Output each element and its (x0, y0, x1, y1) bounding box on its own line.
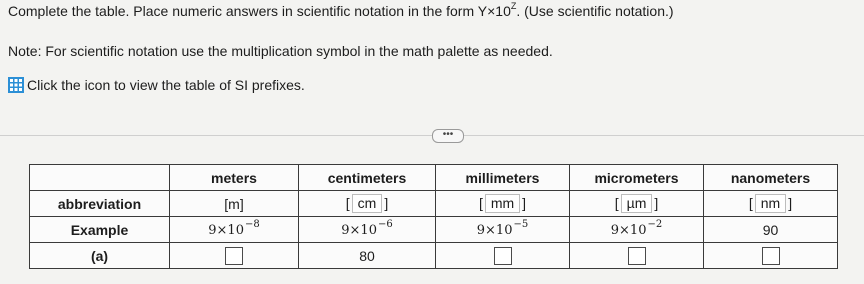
example-meters: $9\times 10^{-8}$ (170, 217, 299, 243)
table-header-row (30, 165, 838, 191)
instruction-line-1 (8, 3, 674, 19)
answer-a-nanometers-input[interactable] (762, 247, 780, 265)
answer-a-millimeters-input[interactable] (494, 247, 512, 265)
example-nanometers: 90 (704, 217, 838, 243)
example-centimeters: $9\times 10^{-6}$ (299, 217, 436, 243)
instruction-text: Complete the table. Place numeric answers in scientific notation in the form (8, 3, 478, 19)
header-meters: meters (170, 165, 299, 191)
abbr-micrometers: µm (621, 194, 653, 213)
table-row-example (30, 217, 838, 243)
answer-a-micrometers-input[interactable] (628, 247, 646, 265)
answer-a-millimeters-cell (436, 243, 570, 269)
header-millimeters: millimeters (436, 165, 570, 191)
form-expression: $Y\times 10^Z$ (477, 1, 517, 19)
expand-toggle-button[interactable]: ••• (432, 129, 464, 143)
header-micrometers: micrometers (570, 165, 704, 191)
table-grid-icon[interactable] (8, 77, 24, 93)
row-label-abbreviation: abbreviation (30, 191, 170, 217)
si-prefixes-link[interactable] (27, 77, 305, 93)
row-label-a: (a) (30, 243, 170, 269)
abbr-millimeters-cell: [ mm ] (436, 191, 570, 217)
si-prefixes-text: Click the icon to view the table of SI prefixes. (27, 77, 305, 93)
answer-a-nanometers-cell (704, 243, 838, 269)
answer-a-micrometers-cell (570, 243, 704, 269)
unit-conversion-table (29, 164, 838, 269)
given-a-centimeters: 80 (299, 243, 436, 269)
example-micrometers: $9\times 10^{-2}$ (570, 217, 704, 243)
instruction-note: Note: For scientific notation use the multiplication symbol in the math palette as needed. (8, 43, 553, 59)
table-row-a (30, 243, 838, 269)
row-label-example: Example (30, 217, 170, 243)
header-centimeters: centimeters (299, 165, 436, 191)
abbr-meters: [m] (170, 191, 299, 217)
answer-a-meters-input[interactable] (225, 247, 243, 265)
table-row-abbreviation (30, 191, 838, 217)
abbr-micrometers-cell: [ µm ] (570, 191, 704, 217)
answer-a-meters-cell (170, 243, 299, 269)
abbr-nanometers: nm (755, 194, 786, 213)
abbr-centimeters: cm (352, 194, 383, 213)
abbr-centimeters-cell: [ cm ] (299, 191, 436, 217)
header-blank (30, 165, 170, 191)
abbr-millimeters: mm (485, 194, 520, 213)
instruction-text-end: . (Use scientific notation.) (516, 3, 674, 19)
example-millimeters: $9\times 10^{-5}$ (436, 217, 570, 243)
abbr-nanometers-cell: [ nm ] (704, 191, 838, 217)
header-nanometers: nanometers (704, 165, 838, 191)
